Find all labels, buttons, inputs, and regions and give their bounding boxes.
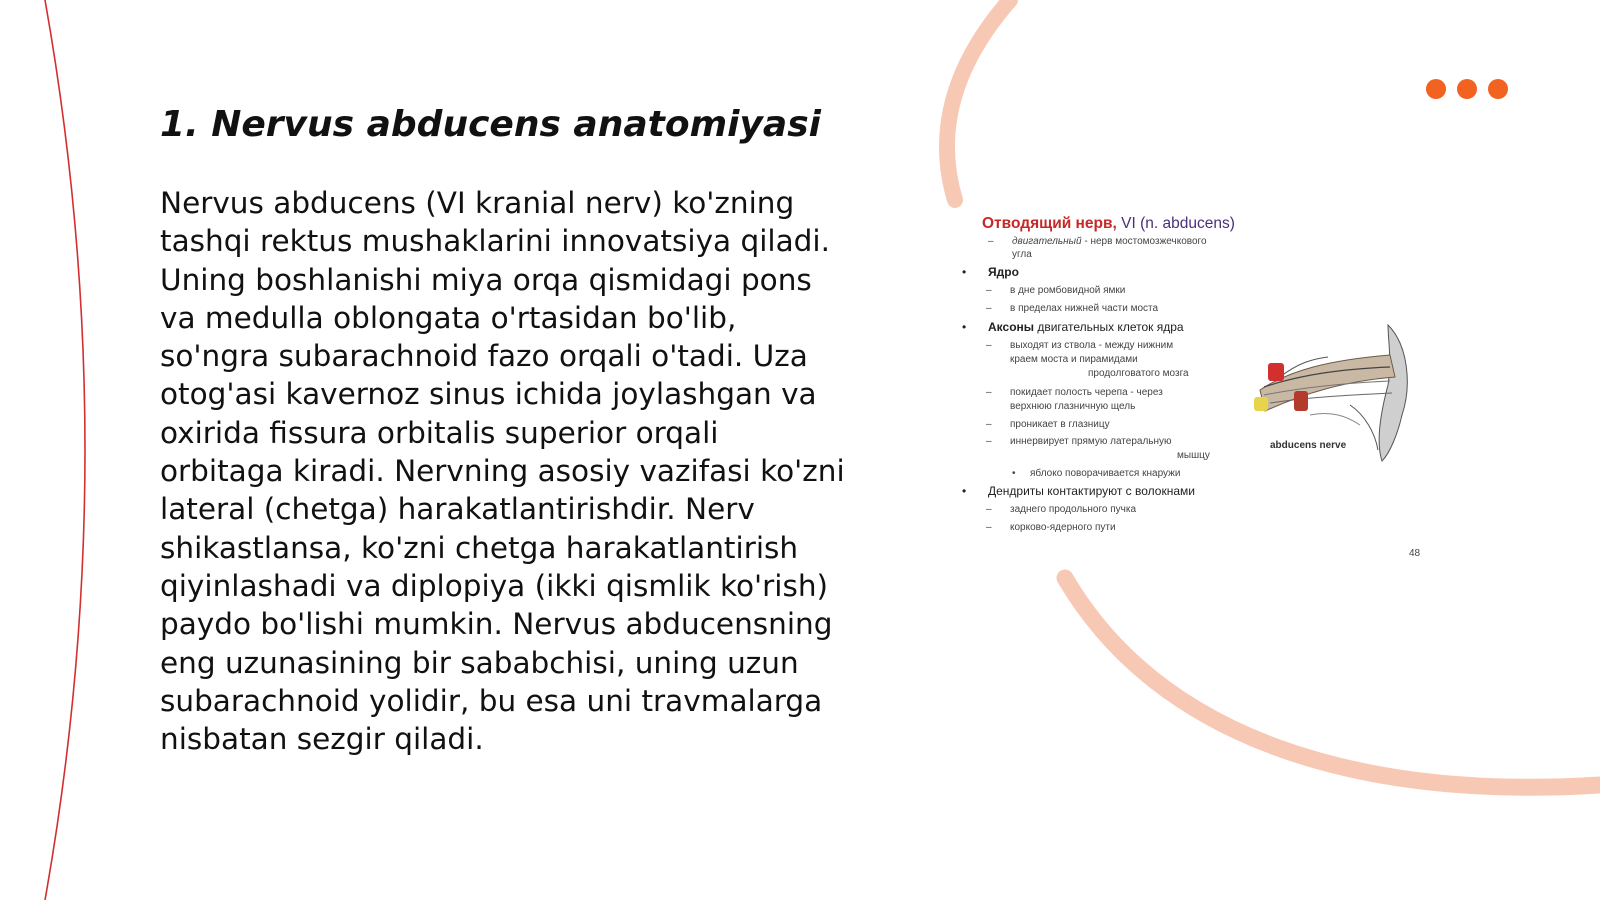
dendrite-item-text: заднего продольного пучка <box>1010 504 1137 515</box>
slide-title: 1. Nervus abducens anatomiyasi <box>160 104 821 145</box>
dendrite-item: – заднего продольного пучка <box>986 504 1137 515</box>
dendrite-item-text: корково-ядерного пути <box>1010 522 1116 533</box>
axon-item-cont: продолговатого мозга <box>1088 368 1189 379</box>
axons-label-bold: Аксоны <box>988 320 1035 334</box>
left-border-curve <box>45 0 85 900</box>
dendrites-label: Дендриты контактируют с волокнами <box>988 484 1195 498</box>
axon-item: – покидает полость черепа - через <box>986 387 1163 398</box>
embedded-slide-image <box>962 205 1438 565</box>
axon-item-text: проникает в глазницу <box>1010 419 1110 430</box>
axon-item-text: иннервирует прямую латеральную <box>1010 436 1172 447</box>
subtitle-line: – двигательный - нерв мостомозжечкового <box>988 236 1207 247</box>
axon-item: – выходят из ствола - между нижним <box>986 340 1174 351</box>
slide-body-text: Nervus abducens (VI kranial nerv) ko'zning tashqi rektus mushaklarini innovatsiya qiladi. Uning boshlanishi miya orqa qismidagi pons va medulla oblongata o'rtasidan bo'lib, so'ngra subarachnoid fazo orqali o'tadi. Uza otog'asi kavernoz sinus ichida joylashgan va oxirida fissura orbitalis superior orqali orbitaga kiradi. Nervning asosiy vazifasi ko'zni lateral (chetga) harakatlantirishdir. Nerv shikastlansa, ko'zni chetga harakatlantirish qiyinlashadi va diplopiya (ikki qismlik ko'rish) paydo bo'lishi mumkin. Nervus abducensning eng uzunasining bir sababchisi, uning uzun subarachnoid yolidir, bu esa uni travmalarga nisbatan sezgir qiladi. <box>160 186 845 757</box>
title-red-part: Отводящий нерв, <box>982 215 1117 232</box>
dot-icon <box>1426 79 1446 99</box>
subtitle-cont: угла <box>1012 249 1032 260</box>
axon-subitem: • яблоко поворачивается кнаружи <box>1012 468 1181 479</box>
decorative-arc-lower <box>1065 578 1600 787</box>
axon-item-cont: краем моста и пирамидами <box>1010 354 1138 365</box>
embedded-page-number: 48 <box>1409 548 1421 559</box>
axons-label-rest: двигательных клеток ядра <box>1034 320 1184 334</box>
axon-item: – иннервирует прямую латеральную <box>986 436 1172 447</box>
nucleus-item-text: в пределах нижней части моста <box>1010 303 1159 314</box>
axon-item: – проникает в глазницу <box>986 419 1110 430</box>
dot-icon <box>1457 79 1477 99</box>
nucleus-item-text: в дне ромбовидной ямки <box>1010 285 1126 296</box>
embedded-slide-title <box>982 215 1235 233</box>
axon-item-cont: мышцу <box>1177 450 1210 461</box>
dots-decoration <box>1426 79 1508 99</box>
dendrite-item: – корково-ядерного пути <box>986 522 1116 533</box>
nucleus-heading: • Ядро <box>962 265 1019 279</box>
nucleus-item: – в дне ромбовидной ямки <box>986 285 1126 296</box>
nucleus-item: – в пределах нижней части моста <box>986 303 1159 314</box>
decorative-arc <box>947 0 1010 200</box>
illustration-label: abducens nerve <box>1270 440 1347 451</box>
axon-item-cont: верхнюю глазничную щель <box>1010 401 1136 412</box>
axons-heading: • Аксоны двигательных клеток ядра <box>962 320 1184 334</box>
axon-item-text: выходят из ствола - между нижним <box>1010 340 1174 351</box>
axon-item-text: покидает полость черепа - через <box>1010 387 1163 398</box>
axon-subitem-text: яблоко поворачивается кнаружи <box>1030 468 1181 479</box>
nucleus-label: Ядро <box>988 265 1019 279</box>
dendrites-heading: • Дендриты контактируют с волокнами <box>962 484 1195 498</box>
dot-icon <box>1488 79 1508 99</box>
title-rest-part: VI (n. abducens) <box>1116 215 1235 232</box>
subtitle-rest: - нерв мостомозжечкового <box>1081 236 1207 247</box>
subtitle-italic: двигательный <box>1012 236 1082 247</box>
